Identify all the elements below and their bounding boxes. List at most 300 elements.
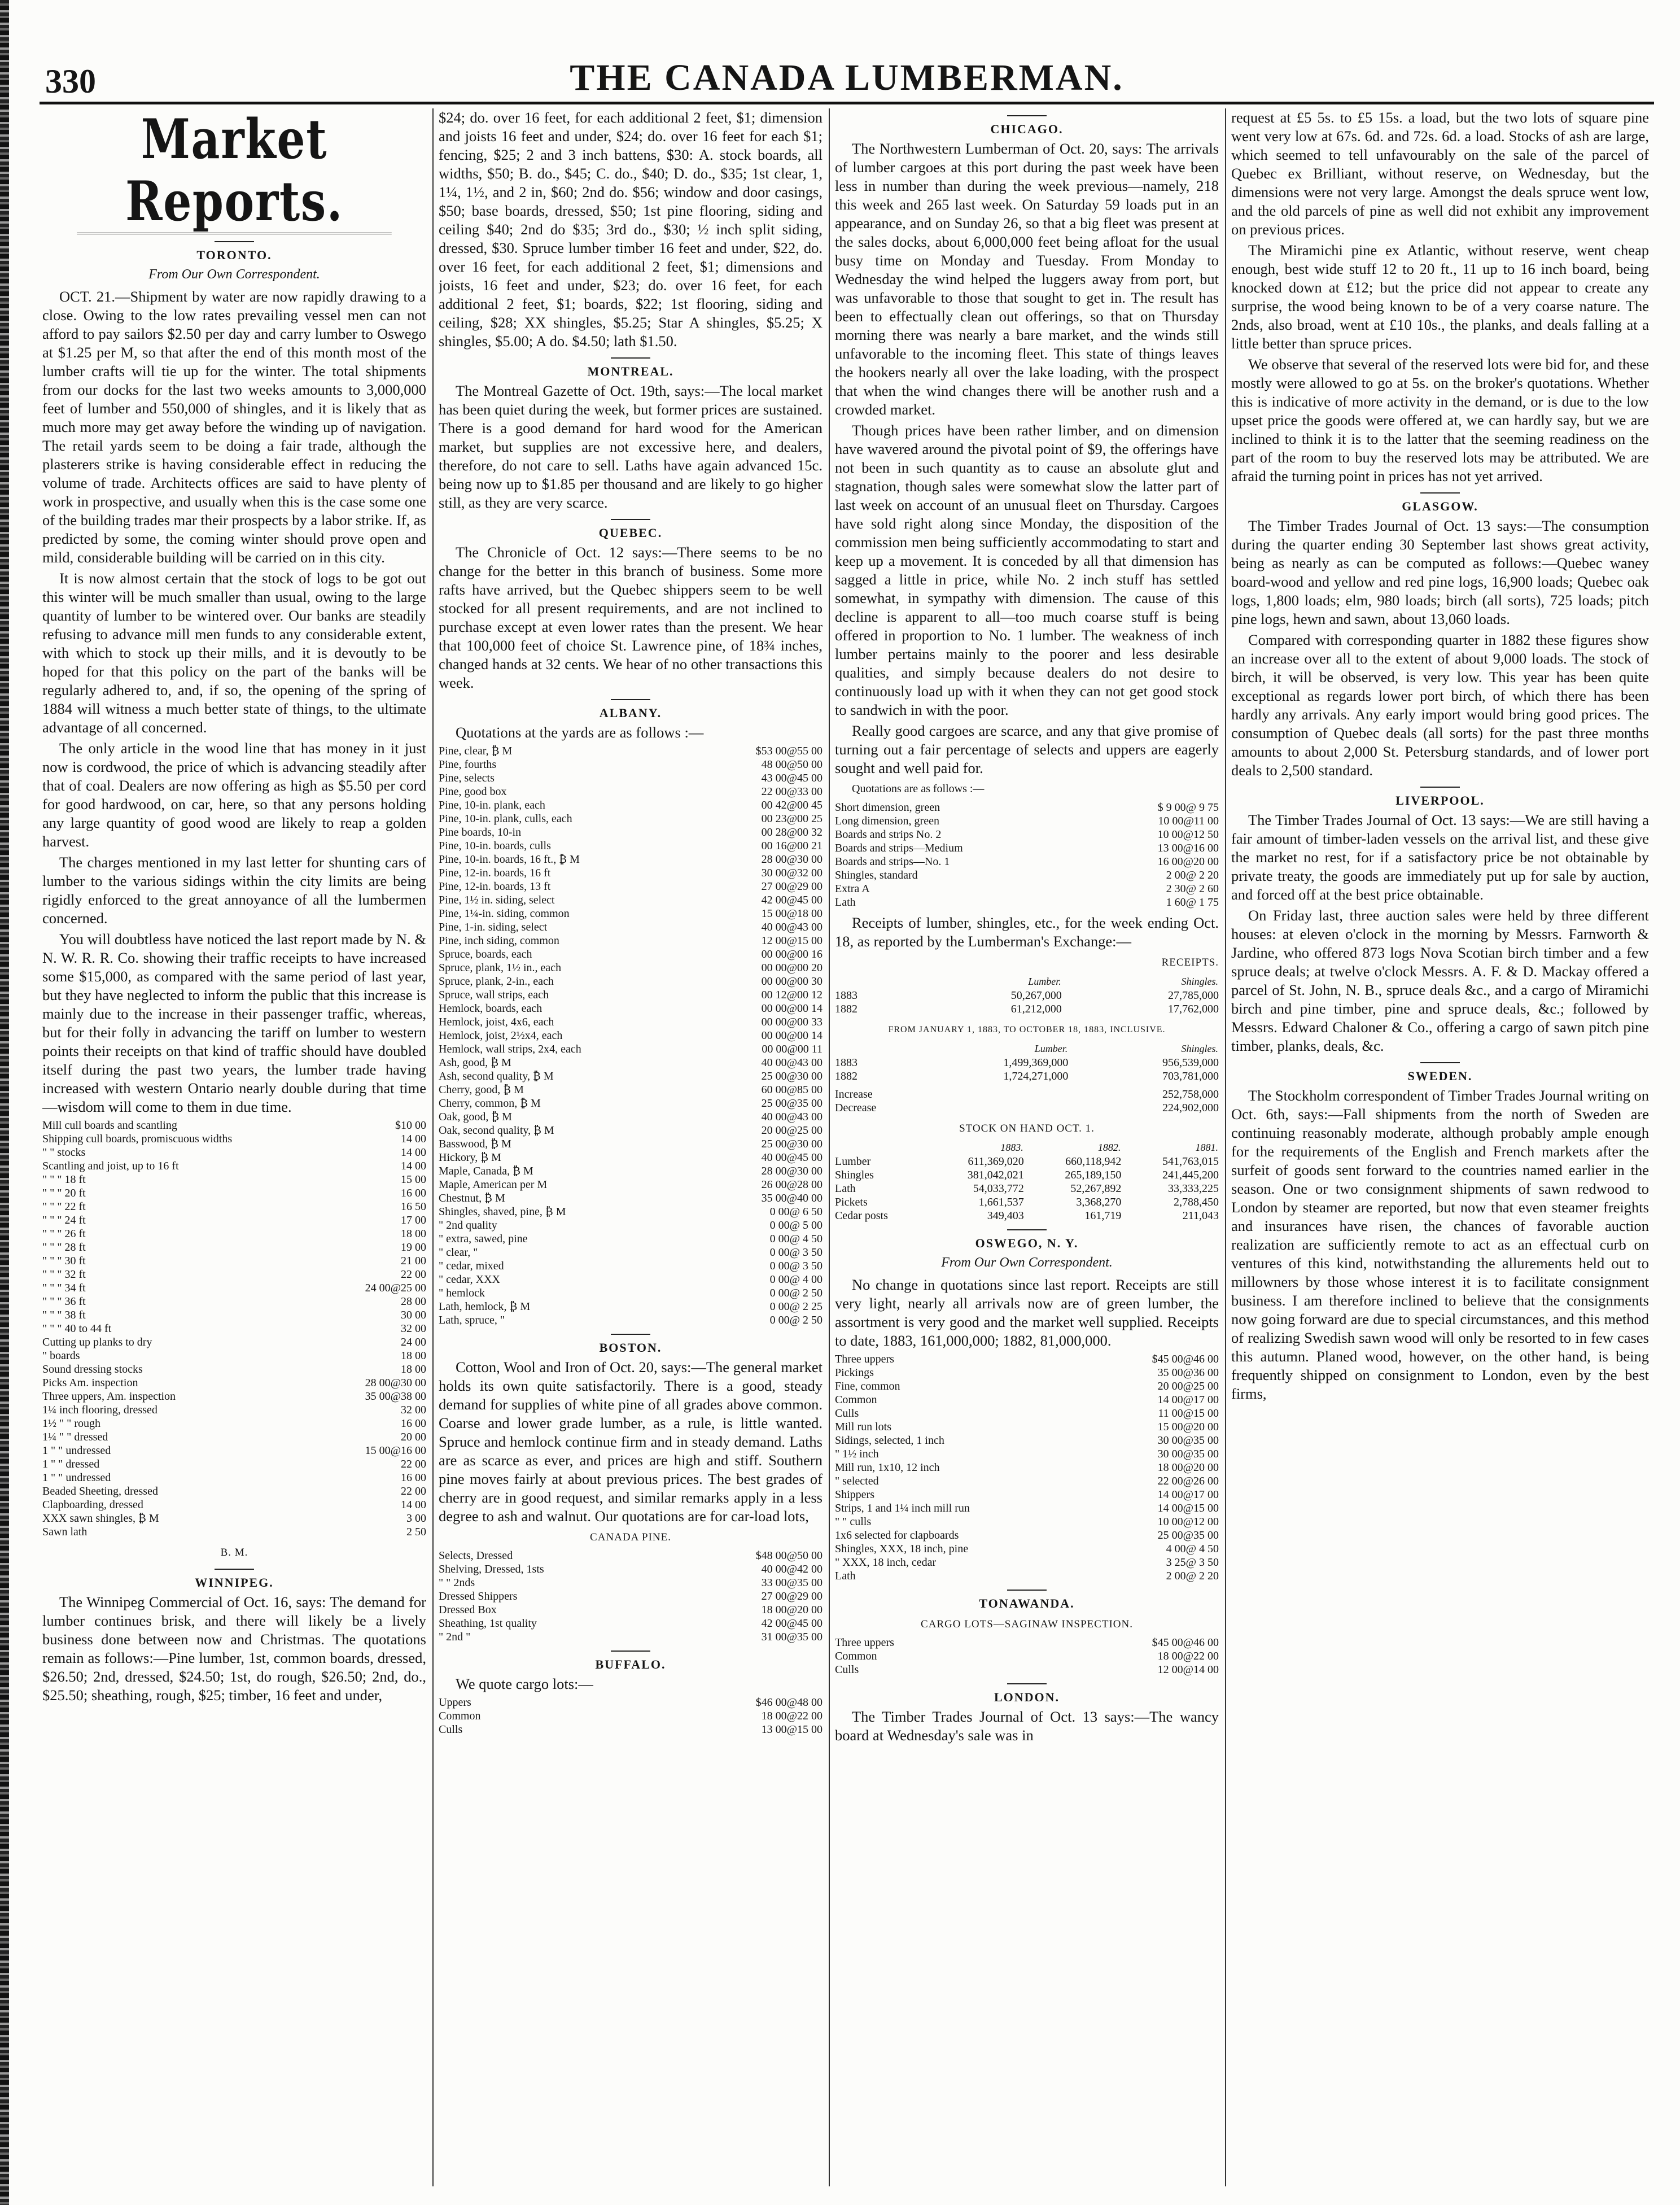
table-row: [42, 1200, 426, 1213]
table-row: [439, 1313, 823, 1327]
row-value: 33 00@35 00: [761, 1577, 823, 1589]
table-row: [42, 1363, 426, 1376]
row-value: 1,661,537: [978, 1196, 1024, 1208]
table-row: [42, 1254, 426, 1268]
row-value: 241,445,200: [1162, 1169, 1219, 1181]
row-label: Mill run lots: [835, 1421, 892, 1433]
row-label: Uppers: [439, 1696, 471, 1709]
row-label: Selects, Dressed: [439, 1549, 513, 1562]
table-row: [835, 828, 1219, 841]
row-label: Hemlock, boards, each: [439, 1002, 542, 1015]
row-label: Ash, second quality, ₿ M: [439, 1070, 554, 1082]
chicago-price-table: [835, 801, 1219, 909]
article-paragraph: We observe that several of the reserved lots were bid for, and these mostly were allowed to go at 5s. on the broker's quotations. Whether this is indicative of more activity in the demand, or is due to the low upset price the goods were offered at, we can hardly say, but we are inclined to think it is to the latter that the seeming readiness on the part of the room to buy the reserved lots may be attributed. We are afraid the turning point in prices has not yet arrived.: [1231, 356, 1649, 484]
row-label: Spruce, plank, 1½ in., each: [439, 962, 562, 974]
row-label: Pine, selects: [439, 772, 495, 784]
row-label: " hemlock: [439, 1287, 485, 1299]
row-label: Shipping cull boards, promiscuous widths: [42, 1133, 233, 1145]
weekly-receipts-table: [835, 974, 1219, 1016]
row-value: 2 50: [406, 1526, 426, 1538]
table-row: [835, 1663, 1219, 1676]
table-row: [439, 961, 823, 975]
table-row: [439, 866, 823, 880]
row-value: 14 00: [401, 1133, 426, 1145]
row-value: 30 00: [401, 1309, 426, 1321]
section-heading-liverpool: LIVERPOOL.: [1231, 787, 1649, 810]
row-label: Extra A: [835, 883, 870, 895]
row-value: 15 00@16 00: [365, 1444, 426, 1457]
row-value: $53 00@55 00: [755, 745, 823, 757]
section-heading-glasgow: GLASGOW.: [1231, 492, 1649, 516]
row-label: Pine, inch siding, common: [439, 935, 559, 947]
row-value: 3,368,270: [1076, 1196, 1122, 1208]
table-row: [42, 1403, 426, 1417]
row-value: 16 00@20 00: [1157, 855, 1219, 868]
row-value: 40 00@42 00: [761, 1563, 823, 1575]
row-value: 40 00@43 00: [761, 1056, 823, 1069]
row-label: " cedar, mixed: [439, 1260, 504, 1272]
row-value: 43 00@45 00: [761, 772, 823, 784]
row-value: $48 00@50 00: [755, 1549, 823, 1562]
tonawanda-price-table: [835, 1636, 1219, 1676]
row-value: 10 00@12 50: [1157, 828, 1219, 841]
row-value: 16 50: [401, 1200, 426, 1213]
row-label: " 2nd ": [439, 1631, 471, 1643]
row-value: 22 00: [401, 1485, 426, 1497]
row-value: 42 00@45 00: [761, 1617, 823, 1630]
row-value: 00 00@00 16: [761, 948, 823, 960]
row-value: 22 00: [401, 1268, 426, 1281]
row-value: 13 00@16 00: [1157, 842, 1219, 854]
row-value: 2 00@ 2 20: [1166, 869, 1219, 881]
row-label: Picks Am. inspection: [42, 1377, 138, 1389]
row-label: " " " 40 to 44 ft: [42, 1322, 112, 1335]
row-label: 1882: [835, 1070, 858, 1082]
row-label: Boards and strips No. 2: [835, 828, 942, 841]
page-header: [40, 56, 1654, 102]
row-value: 265,189,150: [1065, 1169, 1122, 1181]
table-row: [439, 771, 823, 785]
row-value: 00 42@00 45: [761, 799, 823, 811]
row-value: 0 00@ 2 50: [769, 1287, 823, 1299]
table-row: [835, 1352, 1219, 1366]
row-label: Three uppers: [835, 1636, 894, 1649]
row-value: 60 00@85 00: [761, 1084, 823, 1096]
row-value: 35 00@36 00: [1157, 1366, 1219, 1379]
row-label: " clear, ": [439, 1246, 478, 1259]
row-value: 14 00: [401, 1146, 426, 1159]
table-row: [42, 1512, 426, 1525]
row-label: Pickings: [835, 1366, 874, 1379]
article-paragraph: The Timber Trades Journal of Oct. 13 says:—The consumption during the quarter ending 30 September last shows great activity, being as nearly as can be computed as follows:—Quebec waney board-wood and yellow and red pine logs, 16,900 loads; Quebec oak logs, 1,800 loads; elm, 980 loads; birch (all sorts), 725 loads; pitch pine logs, hewn and sawn, about 13,060 loads.: [1231, 517, 1649, 627]
table-row: [439, 1219, 823, 1232]
row-value: 18 00: [401, 1350, 426, 1362]
row-label: Chestnut, ₿ M: [439, 1192, 505, 1204]
table-row: [42, 1308, 426, 1322]
table-row: [42, 1159, 426, 1173]
row-value: 27 00@29 00: [761, 880, 823, 893]
row-label: Pickets: [835, 1196, 868, 1208]
table-row: [835, 1393, 1219, 1407]
row-label: Shippers: [835, 1488, 874, 1501]
table-row: [42, 1241, 426, 1254]
row-label: 1882: [835, 1003, 858, 1015]
row-label: 1x6 selected for clapboards: [835, 1529, 959, 1542]
row-value: 381,042,021: [967, 1169, 1024, 1181]
row-value: 40 00@45 00: [761, 1151, 823, 1164]
table-row: Decrease 224,902,000: [835, 1102, 1219, 1114]
row-label: Common: [439, 1710, 481, 1722]
row-value: 00 12@00 12: [761, 989, 823, 1001]
table-row: [835, 1069, 1219, 1083]
row-value: 16 00: [401, 1187, 426, 1199]
row-value: 161,719: [1084, 1210, 1122, 1222]
row-label: Lath: [835, 1182, 856, 1195]
table-row: [42, 1295, 426, 1308]
row-label: Cherry, common, ₿ M: [439, 1097, 541, 1110]
row-label: Three uppers, Am. inspection: [42, 1390, 176, 1403]
row-label: Lath, hemlock, ₿ M: [439, 1300, 531, 1313]
row-value: 14 00@17 00: [1157, 1488, 1219, 1501]
row-label: 1¼ " " dressed: [42, 1431, 108, 1443]
table-row: [42, 1227, 426, 1241]
row-value: 30 00@35 00: [1157, 1448, 1219, 1460]
article-paragraph: OCT. 21.—Shipment by water are now rapidly drawing to a close. Owing to the low rates prevailing vessel men can not afford to pay sailors $2.50 per day and carry lumber to Oswego at $1.25 per M, so that after the end of this month most of the lumber crafts will tie up for the winter. The total shipments from our docks for the last two weeks amounts to 3,000,000 feet of lumber and 550,000 of shingles, and it is likely that as much more may get away before the winding up of navigation. The retail yards seem to be doing a fair trade, although the plasterers strike is having considerable effect in reducing the volume of trade. Architects offices are said to have plenty of work in prospective, and usually when this is the case some one of the building trades mar their prospects by a labor strike. If, as predicted by some, the coming winter should prove open and mild, considerable building will be carried on in this city.: [42, 288, 426, 566]
row-label: Beaded Sheeting, dressed: [42, 1485, 158, 1497]
table-row: [42, 1322, 426, 1335]
row-value: 00 00@00 11: [762, 1043, 823, 1055]
row-value: 16 00: [401, 1417, 426, 1430]
section-heading-london: LONDON.: [835, 1683, 1219, 1706]
column-divider: [1225, 108, 1226, 2186]
article-paragraph: The Chronicle of Oct. 12 says:—There seems to be no change for the better in this branch of business. Some more rafts have arrived, but the Quebec shippers seem to be well stocked for all present requirements, and are not inclined to purchase except at even lower rates than the present. We hear that 100,000 feet of choice St. Lawrence pine, of 18¾ inches, changed hands at 32 cents. We hear of no other transactions this week.: [439, 544, 823, 691]
table-row: [439, 1696, 823, 1709]
row-value: 28 00: [401, 1295, 426, 1308]
row-value: 25 00@30 00: [761, 1070, 823, 1082]
row-value: 11 00@15 00: [1158, 1407, 1219, 1420]
table-subheading: RECEIPTS.: [1161, 957, 1219, 968]
row-value: 3 00: [406, 1512, 426, 1525]
row-value: 0 00@ 5 00: [769, 1219, 823, 1232]
row-label: Cherry, good, ₿ M: [439, 1084, 524, 1096]
row-value: 0 00@ 2 50: [769, 1314, 823, 1326]
table-row: [439, 1029, 823, 1042]
row-label: Hemlock, wall strips, 2x4, each: [439, 1043, 581, 1055]
table-row: [439, 988, 823, 1002]
row-label: Common: [835, 1650, 877, 1662]
row-label: Maple, Canada, ₿ M: [439, 1165, 533, 1177]
table-row: [835, 1556, 1219, 1569]
row-label: Sheathing, 1st quality: [439, 1617, 537, 1630]
column-4: [1231, 108, 1649, 2186]
column-divider: [829, 108, 830, 2186]
row-value: 18 00@20 00: [761, 1604, 823, 1616]
row-value: 22 00: [401, 1458, 426, 1470]
row-value: 26 00@28 00: [761, 1178, 823, 1191]
row-label: Shingles, standard: [835, 869, 918, 881]
row-value: 48 00@50 00: [761, 758, 823, 771]
row-value: 20 00@25 00: [1157, 1380, 1219, 1392]
row-label: Pine, good box: [439, 785, 507, 798]
row-label: Spruce, plank, 2-in., each: [439, 975, 554, 988]
row-value: 42 00@45 00: [761, 894, 823, 906]
row-label: Pine, 1½ in. siding, select: [439, 894, 555, 906]
section-heading-chicago: CHICAGO.: [835, 115, 1219, 138]
table-row: [835, 855, 1219, 868]
table-row: [439, 1164, 823, 1178]
row-value: 13 00@15 00: [761, 1723, 823, 1736]
table-row: [439, 948, 823, 961]
article-paragraph: The Timber Trades Journal of Oct. 13 says:—The wancy board at Wednesday's sale was in: [835, 1708, 1219, 1744]
row-label: 1¼ inch flooring, dressed: [42, 1404, 158, 1416]
row-label: Lumber: [835, 1155, 871, 1168]
row-value: 15 00@20 00: [1157, 1421, 1219, 1433]
row-label: Pine, 12-in. boards, 16 ft: [439, 867, 551, 879]
article-paragraph: $24; do. over 16 feet, for each additional 2 feet, $1; dimension and joists 16 feet and under, $24; do. over 16 feet for each $1; fencing, $25; 2 and 3 inch battens, $30: A. stock boards, all widths, $50; B. do., $45; C. do., $40; D. do., $35; 1st clear, 1, 1¼, 1½, and 2 in, $60; 2nd do. $56; window and door casings, $50; base boards, dressed, $50; 1st pine flooring, siding and ceiling $40; 2nd do $35; 3rd do., $30; ½ inch split siding, dressed, $30. Spruce lumber timber 16 feet and under, $22, do. over 16 feet, for each additional 2 feet, $1; dimensions and joists, 16 feet and under, $23; do. over 16 feet, for each additional 2 feet, $1; boards, $22; 1st flooring, siding and ceiling, $28; XX shingles, $5.25; Star A shingles, $5.25; X shingles, $5.00; A do. $4.50; lath $1.50.: [439, 109, 823, 350]
stock-on-hand-table: [835, 1140, 1219, 1222]
row-value: 00 00@00 30: [761, 975, 823, 988]
table-row: [439, 1562, 823, 1576]
row-value: 25 00@35 00: [1157, 1529, 1219, 1542]
row-value: 28 00@30 00: [365, 1377, 426, 1389]
row-label: Cutting up planks to dry: [42, 1336, 152, 1348]
row-label: Shelving, Dressed, 1sts: [439, 1563, 544, 1575]
article-paragraph: Quotations are as follows :—: [852, 783, 985, 795]
row-label: Mill cull boards and scantling: [42, 1119, 177, 1132]
table-row: [439, 1603, 823, 1617]
binding-edge: [0, 0, 9, 2205]
row-label: Scantling and joist, up to 16 ft: [42, 1160, 179, 1172]
table-row: [439, 1110, 823, 1124]
article-paragraph: You will doubtless have noticed the last report made by N. & N. W. R. R. Co. showing their traffic receipts to have increased some $15,000, as compared with the same period of last year, but they have neglected to inform the public that this increase is mainly due to the increase in their passenger traffic, whereas, but for their folly in advancing the tariff on lumber to western points their receipts on that kind of traffic should have doubled itself during the past two years, the lumber trade having increased with western Ontario nearly double during that time—wisdom will come to them in due time.: [42, 931, 426, 1115]
row-label: Hemlock, joist, 4x6, each: [439, 1016, 554, 1028]
table-row: [835, 1379, 1219, 1393]
row-value: 52,267,892: [1070, 1182, 1122, 1195]
table-row: [439, 1151, 823, 1164]
row-value: 16 00: [401, 1472, 426, 1484]
row-label: " " " 24 ft: [42, 1214, 86, 1226]
row-value: 30 00@32 00: [761, 867, 823, 879]
table-row: [439, 1205, 823, 1219]
table-row: [42, 1132, 426, 1146]
row-value: 18 00: [401, 1228, 426, 1240]
table-row: [439, 798, 823, 812]
article-paragraph: The Stockholm correspondent of Timber Trades Journal writing on Oct. 6th, says:—Fall shipments from the north of Sweden are continuing reasonably moderate, although probably ample enough for the requirements of the English and French markets after the surfeit of goods sent forward to the countries named earlier in the season. One or two consignment shipments of sawn redwood to London by steamer are reported, but now that even steamer freights and insurances have risen, the chances of favorable auction realization are sufficiently remote to act as an effectual curb on ventures of this kind, notwithstanding the allurements held out to millowners by those whose interest it is to facilitate consignment business. I am therefore inclined to believe that the consignments now going forward are due to special circumstances, and this method of realizing Swedish sawn wood will only be resorted to in few cases this autumn. Planed wood, however, on the other hand, is being frequently shipped on consignment to London, even by the best firms,: [1231, 1087, 1649, 1402]
table-row: [835, 1155, 1219, 1168]
row-value: 660,118,942: [1065, 1155, 1122, 1168]
header-rule: [40, 102, 1654, 104]
column-header: Lumber.: [1028, 976, 1061, 987]
section-heading-tonawanda: TONAWANDA.: [835, 1590, 1219, 1613]
row-label: Maple, American per M: [439, 1178, 548, 1191]
row-value: 2 30@ 2 60: [1166, 883, 1219, 895]
article-paragraph: The Montreal Gazette of Oct. 19th, says:—The local market has been quiet during the week, but former prices are sustained. There is a good demand for hard wood for the American market, but supplies are not excessive here, and dealers, therefore, do not care to sell. Laths have again advanced 15c. being now up to $1.85 per thousand and are likely to go higher still, as they are very scarce.: [439, 382, 823, 511]
table-row: [439, 1549, 823, 1562]
row-value: 1 60@ 1 75: [1166, 896, 1219, 909]
row-value: 40 00@43 00: [761, 1111, 823, 1123]
table-subheading: FROM JANUARY 1, 1883, TO OCTOBER 18, 1883, INCLUSIVE.: [888, 1025, 1166, 1034]
table-row: [835, 1488, 1219, 1501]
table-row: [835, 801, 1219, 814]
page-number: 330: [45, 63, 96, 100]
table-row: [439, 975, 823, 988]
row-value: $10 00: [395, 1119, 426, 1132]
row-value: 611,369,020: [968, 1155, 1024, 1168]
table-row: [835, 896, 1219, 909]
column-header: 1881.: [1195, 1142, 1218, 1153]
row-value: 20 00@25 00: [761, 1124, 823, 1137]
row-value: 00 00@00 14: [761, 1029, 823, 1042]
row-value: 17 00: [401, 1214, 426, 1226]
row-label: " 1½ inch: [835, 1448, 879, 1460]
table-row: [439, 920, 823, 934]
table-row: [835, 1366, 1219, 1379]
article-paragraph: The charges mentioned in my last letter for shunting cars of lumber to the various sidings within the city limits are being rigidly enforced to the great annoyance of all the lumbermen concerned.: [42, 854, 426, 927]
row-value: 17,762,000: [1168, 1003, 1219, 1015]
table-row: [42, 1417, 426, 1430]
page-title: THE CANADA LUMBERMAN.: [570, 57, 1124, 98]
table-row: [439, 880, 823, 893]
table-row: [439, 1083, 823, 1097]
row-label: Oak, second quality, ₿ M: [439, 1124, 554, 1137]
row-value: 349,403: [987, 1210, 1024, 1222]
row-value: 956,539,000: [1162, 1056, 1219, 1069]
row-label: 1883: [835, 989, 858, 1002]
table-row: [439, 1286, 823, 1300]
row-value: 12 00@14 00: [1157, 1663, 1219, 1676]
table-row: [439, 1617, 823, 1630]
row-value: 00 00@00 33: [761, 1016, 823, 1028]
table-row: [42, 1213, 426, 1227]
table-row: [439, 1042, 823, 1056]
row-value: 28 00@30 00: [761, 1165, 823, 1177]
table-row: [835, 1636, 1219, 1649]
table-row: [439, 1015, 823, 1029]
section-heading-boston: BOSTON.: [439, 1334, 823, 1357]
row-label: Culls: [835, 1407, 859, 1420]
table-row: [835, 1407, 1219, 1420]
table-row: [439, 826, 823, 839]
table-row: [42, 1444, 426, 1457]
row-label: Ash, good, ₿ M: [439, 1056, 511, 1069]
row-label: " " " 32 ft: [42, 1268, 86, 1281]
row-label: " boards: [42, 1350, 80, 1362]
row-value: 00 16@00 21: [761, 840, 823, 852]
article-paragraph: The Northwestern Lumberman of Oct. 20, says: The arrivals of lumber cargoes at this port during the past week have been less in number than during the week previous—namely, 218 this week and 265 last week. On Saturday 59 loads put in an appearance, and on Sunday 26, so that a big fleet was present at the sales docks, about 6,000,000 feet being afloat for the usual busy time on Monday and Tuesday. From Monday to Wednesday the wind helped the luggers away from port, but was unfavorable to those that sought to get in. The result has been to effectually clean out offerings, so that on Thursday morning there was nearly a bare market, and the winds still unfavorable to the incoming fleet. This state of things leaves the hookers nearly all over the lake loading, with the prospect that when the wind changes there will be another rush and a crowded market.: [835, 140, 1219, 418]
table-row: [42, 1186, 426, 1200]
row-value: 27,785,000: [1168, 989, 1219, 1002]
row-label: Mill run, 1x10, 12 inch: [835, 1461, 940, 1474]
table-row: [835, 1056, 1219, 1069]
section-heading-buffalo: BUFFALO.: [439, 1651, 823, 1674]
row-label: Long dimension, green: [835, 815, 939, 827]
row-value: 24 00: [401, 1336, 426, 1348]
row-value: 2 00@ 2 20: [1166, 1570, 1219, 1582]
table-row: [439, 1069, 823, 1083]
row-value: 18 00@22 00: [1157, 1650, 1219, 1662]
row-label: " " " 36 ft: [42, 1295, 86, 1308]
column-3: [835, 108, 1219, 2186]
section-heading-winnipeg: WINNIPEG.: [42, 1569, 426, 1592]
table-row: [439, 1124, 823, 1137]
table-row: [439, 758, 823, 771]
row-label: Boards and strips—Medium: [835, 842, 963, 854]
table-row: [439, 1273, 823, 1286]
row-label: 1883: [835, 1056, 858, 1069]
table-row: [439, 853, 823, 866]
table-row: [42, 1376, 426, 1390]
table-subheading: CANADA PINE.: [590, 1531, 671, 1543]
table-row: [439, 1232, 823, 1246]
row-label: " " " 22 ft: [42, 1200, 86, 1213]
row-label: Pine, 10-in. boards, 16 ft., ₿ M: [439, 853, 580, 866]
table-row: [439, 1723, 823, 1736]
row-value: 0 00@ 6 50: [769, 1206, 823, 1218]
row-label: Three uppers: [835, 1353, 894, 1365]
column-1: [42, 108, 426, 2186]
column-divider: [432, 108, 434, 2186]
yearly-receipts-table: [835, 1041, 1219, 1083]
table-row: [835, 1420, 1219, 1434]
table-row: [439, 907, 823, 920]
table-row: [439, 744, 823, 758]
row-label: Basswood, ₿ M: [439, 1138, 511, 1150]
row-label: Shingles, shaved, pine, ₿ M: [439, 1206, 566, 1218]
article-paragraph: request at £5 5s. to £5 15s. a load, but the two lots of square pine went very low at 67s. 6d. and 72s. 6d. a load. Stocks of ash are large, which seemed to tell unfavourably on the sale of the parcel of Quebec ex Brilliant, without reserve, on Wednesday, but the dimensions were not very large. Amongst the deals spruce went low, and the old parcels of pine as well did not exhibit any improvement on previous prices.: [1231, 109, 1649, 238]
table-row: [835, 1182, 1219, 1195]
table-row: [439, 1590, 823, 1603]
row-value: 35 00@40 00: [761, 1192, 823, 1204]
table-row: [439, 1002, 823, 1015]
article-paragraph: Though prices have been rather limber, and on dimension have wavered around the pivotal point of $9, the offerings have not been in such quantity as to cause an absolute glut and stagnation, though sales were somewhat slow the latter part of last week on account of an unusual fleet on Thursday. Cargoes have sold right along since Monday, the disposition of the commission men being sufficiently accommodating to start and keep up a movement. It is conceded by all that dimension has sagged a little in price, while No. 2 inch stuff has settled somewhat, in sympathy with dimension. The cause of this decline is apparent to all—too much coarse stuff is being offered in proportion to No. 1 lumber. The weakness of inch lumber pertains mainly to the poorer and less desirable qualities, and simply because dealers do not desire to continuously load up with it when they can not get good stock to sandwich in with the poor.: [835, 422, 1219, 718]
section-heading-oswego: OSWEGO, N. Y.: [835, 1229, 1219, 1252]
column-header: Lumber.: [1034, 1043, 1068, 1054]
table-row: [835, 1461, 1219, 1474]
row-value: 0 00@ 4 50: [769, 1233, 823, 1245]
table-row: [835, 1002, 1219, 1016]
table-row: [42, 1349, 426, 1363]
table-row: [439, 1576, 823, 1590]
row-label: 1½ " " rough: [42, 1417, 100, 1430]
row-value: 14 00: [401, 1499, 426, 1511]
row-label: " " " 38 ft: [42, 1309, 86, 1321]
table-row: [42, 1335, 426, 1349]
row-value: $45 00@46 00: [1152, 1636, 1219, 1649]
table-row: [439, 839, 823, 853]
row-label: XXX sawn shingles, ₿ M: [42, 1512, 159, 1525]
oswego-price-table: [835, 1352, 1219, 1583]
table-row: Increase 252,758,000: [835, 1088, 1219, 1101]
buffalo-price-table: [439, 1696, 823, 1736]
table-row: [835, 1569, 1219, 1583]
row-label: Oak, good, ₿ M: [439, 1111, 512, 1123]
table-row: [439, 1300, 823, 1313]
row-value: 1,499,369,000: [1003, 1056, 1069, 1069]
section-heading-sweden: SWEDEN.: [1231, 1062, 1649, 1085]
table-row: [42, 1390, 426, 1403]
row-label: Lath, spruce, ": [439, 1314, 505, 1326]
table-row: [835, 1209, 1219, 1222]
row-value: 2,788,450: [1174, 1196, 1219, 1208]
row-label: " XXX, 18 inch, cedar: [835, 1556, 937, 1569]
row-label: " " " 30 ft: [42, 1255, 86, 1267]
column-header: Shingles.: [1181, 976, 1218, 987]
row-label: Cedar posts: [835, 1210, 888, 1222]
row-value: 54,033,772: [973, 1182, 1024, 1195]
table-row: [835, 1515, 1219, 1529]
row-label: " " " 20 ft: [42, 1187, 86, 1199]
row-value: 15 00@18 00: [761, 907, 823, 920]
